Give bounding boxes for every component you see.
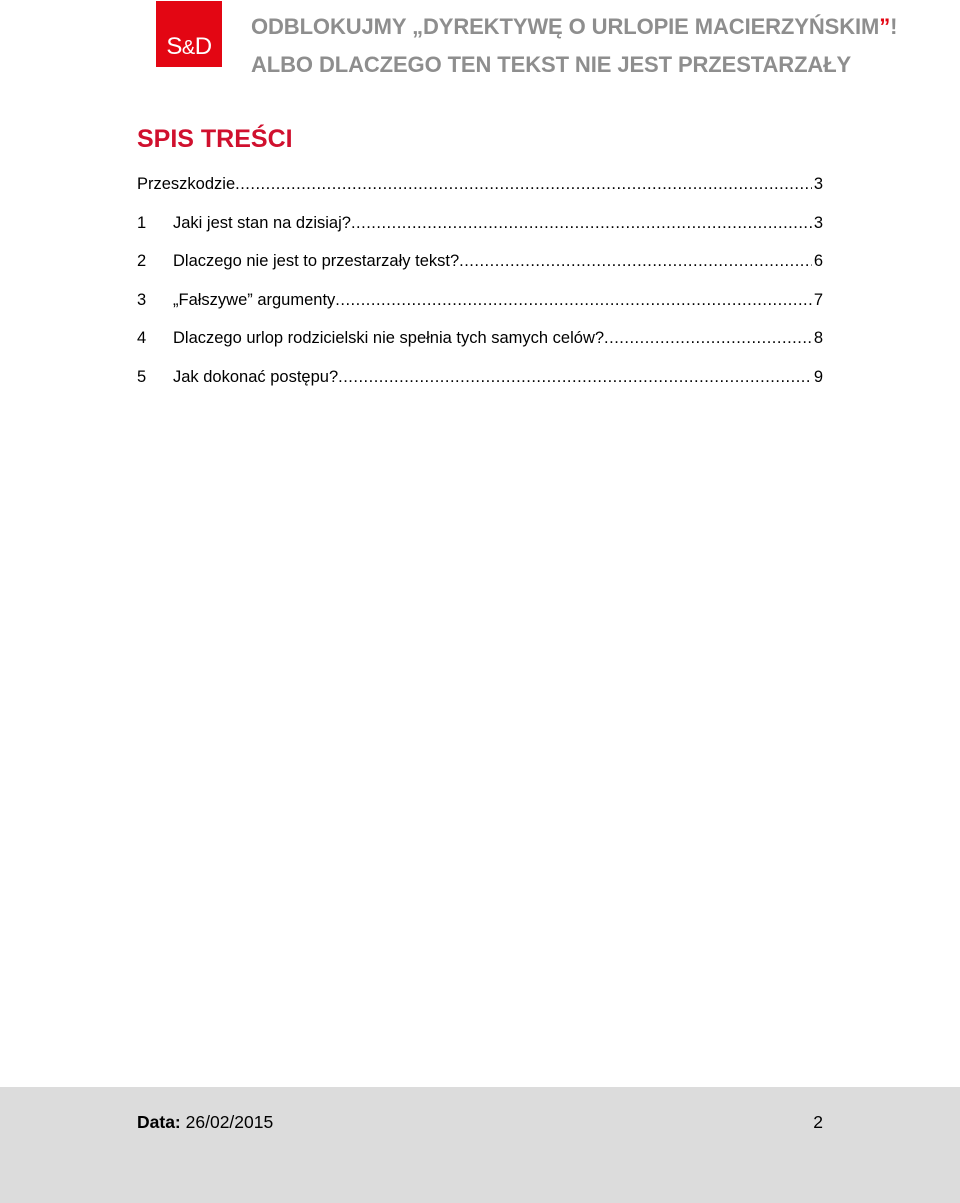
toc-dot-leader <box>335 291 812 310</box>
toc-dot-leader <box>604 329 812 348</box>
toc-entry-number: 1 <box>137 213 147 232</box>
toc-entry-page: 7 <box>813 290 823 309</box>
toc-entry-3[interactable] <box>137 291 823 330</box>
toc-entry-5[interactable] <box>137 368 823 407</box>
logo-letter-d: D <box>194 33 212 60</box>
table-of-contents <box>137 175 823 407</box>
toc-dot-leader <box>235 175 812 194</box>
toc-entry-title: „Fałszywe” argumenty <box>173 290 336 309</box>
sd-logo <box>156 1 222 67</box>
header-closing-quote: ” <box>879 14 891 39</box>
toc-entry-title: Przeszkodzie <box>137 175 236 193</box>
toc-entry-number: 3 <box>137 290 147 309</box>
footer-date-label: Data: <box>137 1112 181 1132</box>
toc-dot-leader <box>351 214 812 233</box>
footer-page-number: 2 <box>813 1112 823 1132</box>
toc-entry-page: 3 <box>813 175 823 193</box>
toc-entry-title: Jak dokonać postępu? <box>173 367 339 386</box>
toc-entry-1[interactable] <box>137 214 823 253</box>
toc-entry-preface[interactable] <box>137 175 823 214</box>
footer-date-value: 26/02/2015 <box>185 1112 274 1132</box>
toc-entry-page: 3 <box>813 213 823 232</box>
header-line-1 <box>251 8 951 46</box>
toc-dot-leader <box>459 252 812 271</box>
toc-entry-page: 8 <box>813 329 823 348</box>
toc-entry-page: 6 <box>813 252 823 271</box>
toc-entry-4[interactable] <box>137 329 823 368</box>
logo-ampersand: & <box>181 37 195 59</box>
logo-letter-s: S <box>166 33 182 60</box>
toc-entry-title: Dlaczego nie jest to przestarzały tekst? <box>173 252 460 271</box>
toc-heading: SPIS TREŚCI <box>137 125 293 153</box>
toc-entry-2[interactable] <box>137 252 823 291</box>
footer-date <box>137 1112 273 1133</box>
toc-entry-title: Dlaczego urlop rodzicielski nie spełnia tych samych celów? <box>173 329 605 348</box>
header-line-2: ALBO DLACZEGO TEN TEKST NIE JEST PRZESTARZAŁY <box>251 52 852 77</box>
toc-entry-page: 9 <box>813 367 823 386</box>
document-header-title <box>251 8 951 84</box>
toc-entry-number: 2 <box>137 252 147 271</box>
toc-entry-number: 4 <box>137 329 147 348</box>
page-footer <box>0 1087 960 1203</box>
toc-entry-number: 5 <box>137 367 147 386</box>
header-exclamation: ! <box>890 14 898 39</box>
toc-dot-leader <box>338 368 812 387</box>
toc-entry-title: Jaki jest stan na dzisiaj? <box>173 213 351 232</box>
header-line-1-text: ODBLOKUJMY „DYREKTYWĘ O URLOPIE MACIERZYŃSKIM <box>251 14 880 39</box>
